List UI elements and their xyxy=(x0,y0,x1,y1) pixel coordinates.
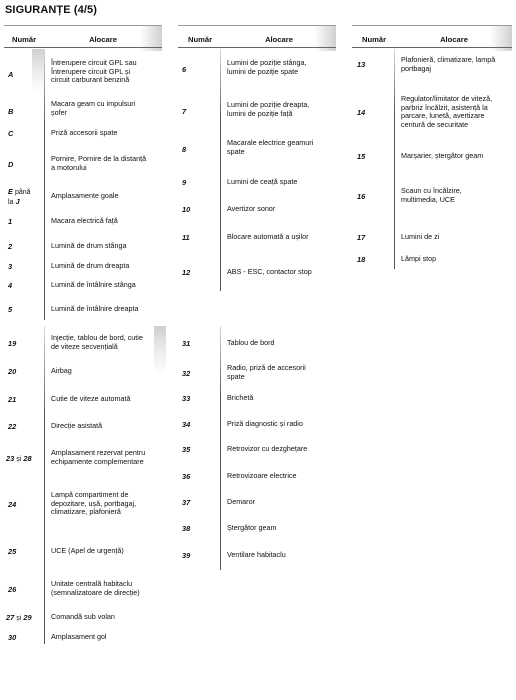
fuse-number: A xyxy=(8,70,14,79)
fuse-allocation: Direcție asistată xyxy=(51,421,103,430)
fuse-number: 2 xyxy=(8,242,13,251)
fuse-number: 20 xyxy=(8,367,17,376)
fuse-number: 32 xyxy=(182,369,191,378)
fuse-allocation: Lumină de drum dreapta xyxy=(51,261,130,270)
fuse-allocation: Macara electrică față xyxy=(51,216,118,225)
fuse-number: 25 xyxy=(8,547,17,556)
fuse-allocation: Unitate centrală habitaclu (semnalizatoare de direcție) xyxy=(51,579,140,597)
header-allocation: Alocare xyxy=(440,35,468,44)
fuse-allocation: ABS - ESC, contactor stop xyxy=(227,267,312,276)
fuse-number: 4 xyxy=(8,281,13,290)
fuse-allocation: Lumini de ceață spate xyxy=(227,177,298,186)
fuse-number: 14 xyxy=(357,108,366,117)
fuse-allocation: Lumină de întâlnire dreapta xyxy=(51,304,139,313)
fuse-allocation: Ventilare habitaclu xyxy=(227,550,286,559)
fuse-number: 13 xyxy=(357,60,366,69)
fuse-allocation: UCE (Apel de urgență) xyxy=(51,546,124,555)
fuse-allocation: Cutie de viteze automată xyxy=(51,394,131,403)
header-number: Număr xyxy=(187,35,213,44)
fuse-number: 6 xyxy=(182,65,187,74)
page-title: SIGURANȚE (4/5) xyxy=(5,4,97,16)
fuse-allocation: Lămpi stop xyxy=(401,254,437,263)
fuse-number: 27 și 29 xyxy=(6,613,32,622)
fuse-number: 21 xyxy=(8,395,17,404)
fuse-allocation: Demaror xyxy=(227,497,255,506)
fuse-allocation: Radio, priză de accesorii spate xyxy=(227,363,306,381)
fuse-allocation: Întrerupere circuit GPL sau Întrerupere circuit GPL și circuit carburant benzină xyxy=(51,58,137,85)
header-number: Număr xyxy=(361,35,387,44)
column-divider xyxy=(44,49,45,320)
fuse-number: E până la J xyxy=(8,187,31,206)
fuse-number: 17 xyxy=(357,233,366,242)
fuse-number: 19 xyxy=(8,339,17,348)
fuse-allocation: Pornire, Pornire de la distanță a motorului xyxy=(51,154,147,172)
fuse-allocation: Scaun cu încălzire, multimedia, UCE xyxy=(401,186,462,204)
fuse-allocation: Comandă sub volan xyxy=(51,612,115,621)
fuse-allocation: Priză diagnostic și radio xyxy=(227,419,303,428)
fuse-allocation: Lumină de drum stânga xyxy=(51,241,127,250)
fuse-number: 26 xyxy=(8,585,17,594)
fuse-allocation: Amplasament gol xyxy=(51,632,107,641)
column-divider xyxy=(394,49,395,269)
fuse-number: 35 xyxy=(182,445,191,454)
fuse-number: 34 xyxy=(182,420,191,429)
column-divider xyxy=(220,326,221,570)
fuse-allocation: Avertizor sonor xyxy=(227,204,276,213)
fuse-allocation: Plafonieră, climatizare, lampă portbagaj xyxy=(401,55,496,73)
fuse-number: D xyxy=(8,160,14,169)
fuse-number: 9 xyxy=(182,178,187,187)
fuse-number: 3 xyxy=(8,262,13,271)
fuse-number: 37 xyxy=(182,498,191,507)
fuse-allocation: Lumini de poziție stânga, lumini de poziție spate xyxy=(227,58,307,76)
fuse-number: 22 xyxy=(8,422,17,431)
column-divider xyxy=(44,326,45,644)
fuse-allocation: Lumină de întâlnire stânga xyxy=(51,280,136,289)
fuse-allocation: Retrovizor cu dezghețare xyxy=(227,444,308,453)
fuse-allocation: Ștergător geam xyxy=(227,523,277,532)
fuse-allocation: Lumini de zi xyxy=(401,232,440,241)
fuse-allocation: Brichetă xyxy=(227,393,254,402)
fuse-number: 30 xyxy=(8,633,17,642)
fuse-allocation: Lumini de poziție dreapta, lumini de poziție față xyxy=(227,100,310,118)
header-allocation: Alocare xyxy=(89,35,117,44)
fuse-number: 1 xyxy=(8,217,13,226)
fuse-allocation: Tablou de bord xyxy=(227,338,275,347)
fuse-number: 31 xyxy=(182,339,191,348)
header-number: Număr xyxy=(11,35,37,44)
table-1-header xyxy=(4,25,162,51)
fuse-number: 39 xyxy=(182,551,191,560)
fuse-number: 12 xyxy=(182,268,191,277)
fuse-number: 15 xyxy=(357,152,366,161)
fuse-number: 10 xyxy=(182,205,191,214)
fuse-number: 33 xyxy=(182,394,191,403)
fuse-allocation: Lampă compartiment de depozitare, ușă, portbagaj, climatizare, plafonieră xyxy=(51,490,137,517)
fuse-allocation: Marșarier, ștergător geam xyxy=(401,151,484,160)
column-divider xyxy=(220,49,221,291)
table-2-header xyxy=(178,25,336,51)
fuse-allocation: Macarale electrice geamuri spate xyxy=(227,138,314,156)
fuse-allocation: Injecție, tablou de bord, cutie de viteze secvențială xyxy=(51,333,143,351)
fuse-number: 5 xyxy=(8,305,13,314)
fuse-number: 23 și 28 xyxy=(6,454,32,463)
fuse-number: 36 xyxy=(182,472,191,481)
fuse-number: 11 xyxy=(182,233,190,242)
fuse-number: 16 xyxy=(357,192,366,201)
header-allocation: Alocare xyxy=(265,35,293,44)
fuse-allocation: Airbag xyxy=(51,366,72,375)
fuse-number: B xyxy=(8,107,14,116)
fuse-allocation: Retrovizoare electrice xyxy=(227,471,297,480)
fuse-number: 24 xyxy=(8,500,17,509)
fuse-allocation: Macara geam cu impulsuri șofer xyxy=(51,99,136,117)
fuse-allocation: Regulator/limitator de viteză, parbriz încălzit, asistență la parcare, lunetă, avertizare centură de securitate xyxy=(401,94,493,129)
fuse-allocation: Priză accesorii spate xyxy=(51,128,118,137)
fuse-number: 38 xyxy=(182,524,191,533)
table-3-header xyxy=(352,25,512,51)
fuse-allocation: Amplasamente goale xyxy=(51,191,119,200)
fuse-number: C xyxy=(8,129,14,138)
fuse-number: 18 xyxy=(357,255,366,264)
fuse-allocation: Blocare automată a ușilor xyxy=(227,232,309,241)
fuse-number: 7 xyxy=(182,107,187,116)
fuse-number: 8 xyxy=(182,145,187,154)
fuse-allocation: Amplasament rezervat pentru echipamente complementare xyxy=(51,448,146,466)
